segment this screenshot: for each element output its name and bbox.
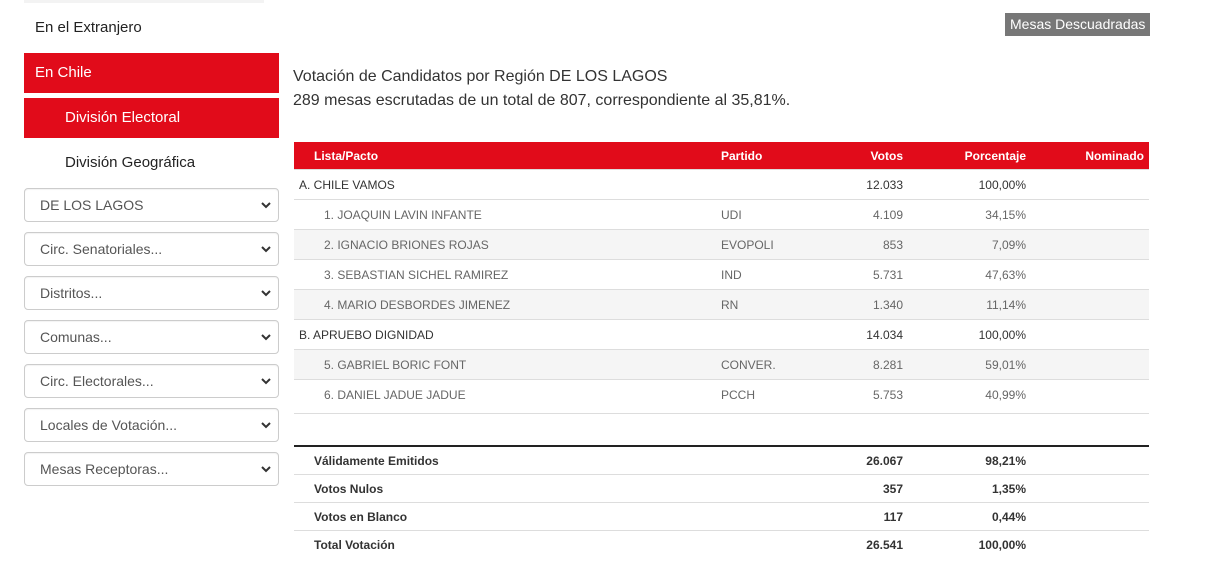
totals-votos: 26.541 [821, 531, 903, 559]
totals-row [294, 475, 1149, 503]
cell-partido: UDI [721, 200, 821, 230]
cell-lista: 5. GABRIEL BORIC FONT [294, 350, 721, 380]
circ-electorales-select-value: Circ. Electorales... [40, 373, 154, 389]
cell-votos: 5.753 [821, 380, 903, 410]
cell-nominado [1026, 350, 1149, 380]
mesas-receptoras-select[interactable] [24, 452, 279, 486]
distritos-select[interactable] [24, 276, 279, 310]
col-header-lista: Lista/Pacto [294, 142, 721, 170]
cell-porcentaje: 40,99% [903, 380, 1026, 410]
cell-partido: IND [721, 260, 821, 290]
totals-empty-cell [1026, 475, 1149, 503]
col-header-votos: Votos [821, 142, 903, 170]
circ-senatoriales-select[interactable] [24, 232, 279, 266]
totals-row [294, 503, 1149, 531]
candidate-row [294, 230, 1149, 260]
cell-partido: RN [721, 290, 821, 320]
cell-porcentaje: 47,63% [903, 260, 1026, 290]
table-header-row [294, 142, 1149, 170]
cell-votos: 8.281 [821, 350, 903, 380]
totals-empty-cell [721, 475, 821, 503]
comunas-select[interactable] [24, 320, 279, 354]
cell-porcentaje: 11,14% [903, 290, 1026, 320]
table-divider [294, 413, 1149, 414]
cell-nominado [1026, 320, 1149, 350]
cell-votos: 853 [821, 230, 903, 260]
candidate-row [294, 380, 1149, 410]
totals-porcentaje: 100,00% [903, 531, 1026, 559]
page-title: Votación de Candidatos por Región DE LOS LAGOS [293, 68, 668, 85]
mesas-receptoras-select-value: Mesas Receptoras... [40, 461, 169, 477]
cell-lista: 1. JOAQUIN LAVIN INFANTE [294, 200, 721, 230]
cell-votos: 14.034 [821, 320, 903, 350]
totals-porcentaje: 1,35% [903, 475, 1026, 503]
chevron-down-icon [260, 243, 272, 255]
col-header-porcentaje: Porcentaje [903, 142, 1026, 170]
chevron-down-icon [260, 199, 272, 211]
chevron-down-icon [260, 331, 272, 343]
chevron-down-icon [260, 463, 272, 475]
cell-lista: B. APRUEBO DIGNIDAD [294, 320, 721, 350]
nav-division-electoral[interactable]: División Electoral [24, 98, 279, 138]
cell-votos: 5.731 [821, 260, 903, 290]
cell-lista: 3. SEBASTIAN SICHEL RAMIREZ [294, 260, 721, 290]
cell-votos: 1.340 [821, 290, 903, 320]
totals-empty-cell [721, 503, 821, 531]
totals-empty-cell [1026, 503, 1149, 531]
cell-porcentaje: 100,00% [903, 170, 1026, 200]
totals-row [294, 531, 1149, 559]
nav-en-el-extranjero[interactable]: En el Extranjero [35, 19, 142, 36]
cell-votos: 12.033 [821, 170, 903, 200]
circ-senatoriales-select-value: Circ. Senatoriales... [40, 241, 163, 257]
page-heading [293, 65, 790, 113]
region-select[interactable] [24, 188, 279, 222]
totals-porcentaje: 0,44% [903, 503, 1026, 531]
cell-lista: 6. DANIEL JADUE JADUE [294, 380, 721, 410]
cell-partido [721, 320, 821, 350]
totals-row [294, 446, 1149, 475]
cell-nominado [1026, 170, 1149, 200]
cell-lista: A. CHILE VAMOS [294, 170, 721, 200]
totals-label: Total Votación [294, 531, 721, 559]
totals-porcentaje: 98,21% [903, 446, 1026, 475]
page-subtitle: 289 mesas escrutadas de un total de 807, correspondiente al 35,81%. [293, 92, 791, 109]
candidate-row [294, 200, 1149, 230]
col-header-partido: Partido [721, 142, 821, 170]
nav-division-geografica[interactable]: División Geográfica [65, 154, 196, 171]
col-header-nominado: Nominado [1026, 142, 1149, 170]
cell-lista: 4. MARIO DESBORDES JIMENEZ [294, 290, 721, 320]
cell-porcentaje: 7,09% [903, 230, 1026, 260]
totals-empty-cell [721, 446, 821, 475]
region-select-value: DE LOS LAGOS [40, 197, 144, 213]
distritos-select-value: Distritos... [40, 285, 103, 301]
results-table [294, 142, 1149, 409]
sidebar [24, 0, 279, 496]
cell-nominado [1026, 290, 1149, 320]
comunas-select-value: Comunas... [40, 329, 112, 345]
cell-partido: PCCH [721, 380, 821, 410]
totals-votos: 357 [821, 475, 903, 503]
totals-votos: 26.067 [821, 446, 903, 475]
mesas-descuadradas-button[interactable]: Mesas Descuadradas [1005, 13, 1150, 36]
cell-porcentaje: 59,01% [903, 350, 1026, 380]
nav-en-chile[interactable]: En Chile [24, 53, 279, 93]
totals-empty-cell [1026, 446, 1149, 475]
pacto-row [294, 170, 1149, 200]
cell-votos: 4.109 [821, 200, 903, 230]
totals-empty-cell [1026, 531, 1149, 559]
cell-porcentaje: 34,15% [903, 200, 1026, 230]
chevron-down-icon [260, 375, 272, 387]
chevron-down-icon [260, 419, 272, 431]
cell-nominado [1026, 230, 1149, 260]
candidate-row [294, 350, 1149, 380]
candidate-row [294, 260, 1149, 290]
totals-label: Votos Nulos [294, 475, 721, 503]
totals-label: Votos en Blanco [294, 503, 721, 531]
cell-porcentaje: 100,00% [903, 320, 1026, 350]
totals-label: Válidamente Emitidos [294, 446, 721, 475]
pacto-row [294, 320, 1149, 350]
cell-partido: CONVER. [721, 350, 821, 380]
circ-electorales-select[interactable] [24, 364, 279, 398]
cell-nominado [1026, 260, 1149, 290]
cell-nominado [1026, 200, 1149, 230]
chevron-down-icon [260, 287, 272, 299]
candidate-row [294, 290, 1149, 320]
locales-votacion-select[interactable] [24, 408, 279, 442]
locales-votacion-select-value: Locales de Votación... [40, 417, 177, 433]
cell-partido: EVOPOLI [721, 230, 821, 260]
cell-lista: 2. IGNACIO BRIONES ROJAS [294, 230, 721, 260]
cell-partido [721, 170, 821, 200]
totals-votos: 117 [821, 503, 903, 531]
totals-table [294, 445, 1149, 558]
cell-nominado [1026, 380, 1149, 410]
totals-empty-cell [721, 531, 821, 559]
